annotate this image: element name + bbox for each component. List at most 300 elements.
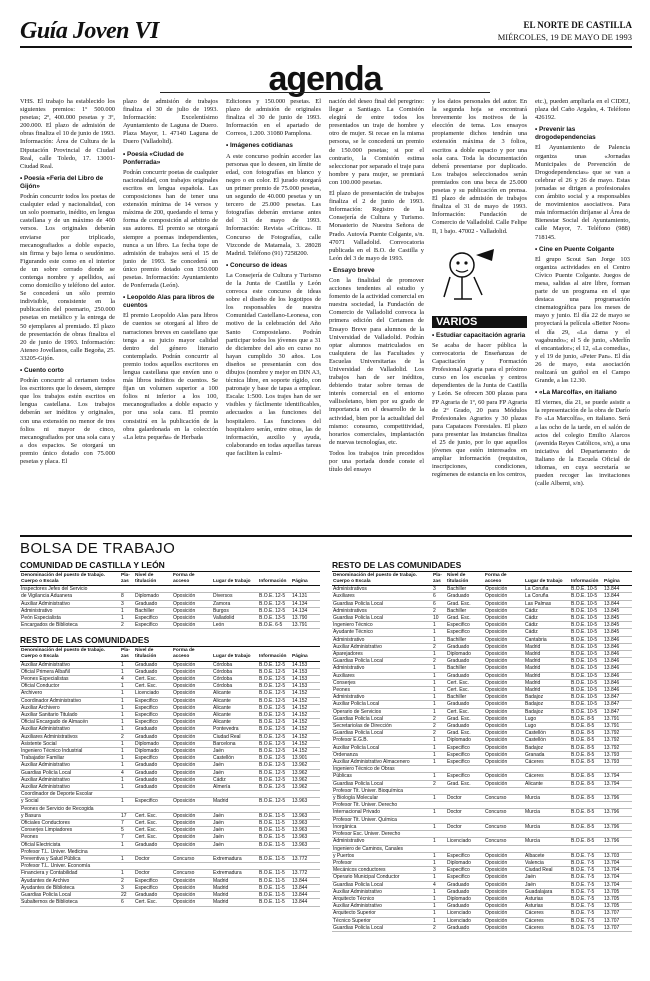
table-cell: Cádiz [524, 622, 570, 629]
table-cell: Administrativo [332, 665, 432, 672]
table-cell: Oposición [172, 676, 212, 683]
table-cell: B.O.E. 11-5 [258, 812, 291, 819]
table-row [332, 737, 632, 744]
table-cell [446, 766, 484, 773]
table-cell: Jaén [524, 874, 570, 881]
table-cell: Oposición [172, 622, 212, 629]
table-cell: 1 [120, 697, 134, 704]
table-cell: Conserjes [332, 679, 432, 686]
table-cell: 1 [432, 665, 446, 672]
table-row [20, 870, 320, 877]
table-cell: Jaén [212, 769, 258, 776]
table-cell: Ciudad Real [524, 867, 570, 874]
table-cell: 13.704 [603, 874, 632, 881]
table-cell: Madrid [212, 877, 258, 884]
table-cell [603, 831, 632, 838]
table-cell: Especifico [134, 704, 172, 711]
table-cell: Granada [524, 751, 570, 758]
table-cell: Aparejadores [332, 651, 432, 658]
table-cell: Auxiliar Administrativo [20, 661, 120, 668]
table-cell: 13.704 [603, 881, 632, 888]
table-row [332, 701, 632, 708]
table-cell: Jaén [212, 762, 258, 769]
table-cell: Extremadura [212, 856, 258, 863]
table-cell: 2 [432, 780, 446, 787]
table-cell: B.O.E. 7-5 [570, 917, 603, 924]
table-cell: Cádiz [524, 629, 570, 636]
table-cell: Especifico [446, 759, 484, 766]
table-cell: 1 [432, 679, 446, 686]
table-cell: B.O.E. 10-5 [570, 665, 603, 672]
column-header: Página [291, 647, 320, 661]
table-cell: Jaén [212, 834, 258, 841]
table-cell: B.O.E. 7-5 [570, 859, 603, 866]
table-cell: Badajoz [524, 701, 570, 708]
table-cell: B.O.E. 8-5 [570, 823, 603, 830]
table-row [20, 769, 320, 776]
column-header: Nivel de titulación [134, 572, 172, 586]
table-cell: 6 [432, 593, 446, 600]
column-header: Página [603, 572, 632, 586]
table-row [20, 748, 320, 755]
table-cell: León [212, 622, 258, 629]
table-cell: Administrativo [332, 694, 432, 701]
table-cell: 13.790 [291, 615, 320, 622]
table-cell: B.O.E. 8-5 [570, 751, 603, 758]
table-cell: 13.963 [291, 798, 320, 805]
table-cell: Graduado [134, 841, 172, 848]
table-cell: Especifico [134, 798, 172, 805]
table-cell: 13.962 [291, 776, 320, 783]
table-cell: Oposición [484, 715, 524, 722]
table-cell: 2 [432, 730, 446, 737]
table-row [332, 787, 632, 794]
table-row [20, 827, 320, 834]
table-cell: 1 [432, 636, 446, 643]
table-cell: Oposición [484, 780, 524, 787]
table-cell: Asturias [524, 903, 570, 910]
table-cell: Públicas [332, 773, 432, 780]
table-cell: 13.704 [603, 867, 632, 874]
table-row [20, 712, 320, 719]
table-cell: B.O.E. 8-5 [570, 730, 603, 737]
table-cell: 1 [432, 751, 446, 758]
table-row [20, 726, 320, 733]
table-cell: Auxiliar Administrativo [20, 776, 120, 783]
table-row [20, 719, 320, 726]
table-cell [291, 863, 320, 870]
job-table [20, 647, 320, 906]
table-cell: Archivero [20, 690, 120, 697]
column-header: Pla-zas [120, 647, 134, 661]
table-cell: Barcelona [212, 740, 258, 747]
table-cell: Oficiales Conductores [20, 820, 120, 827]
table-cell: Grad. Esc. [446, 615, 484, 622]
table-cell: Graduado [446, 593, 484, 600]
table-cell: B.O.E. 12-5 [258, 600, 291, 607]
table-cell: Especifico [134, 884, 172, 891]
table-cell: Guardias Policía Local [332, 924, 432, 931]
table-row [20, 740, 320, 747]
agenda-paragraph: y los datos personales del autor. En la segunda hoja se encontrará brevemente los motivos de la elección de tema. Los ensayos propiamente dichos tendrán una extensión máxima de 3 folios, escritos a doble espacio y por una sola cara. Toda la documentación deberá presentarse por duplicado. Los trabajos seleccionados serán premiados con una beca de 25.000 pesetas y su publicación en prensa. El plazo de admisión de trabajos finaliza el 31 de mayo de 1993. Información: Fundación de Comercio de Valladolid. Calle Felipe II, 1 bajo. 47002 - Valladolid. [432, 98, 527, 235]
table-cell: Graduado [134, 733, 172, 740]
column-header: Lugar de trabajo [524, 572, 570, 586]
table-cell: 1 [120, 683, 134, 690]
table-cell: Alicante [212, 712, 258, 719]
table-row [20, 841, 320, 848]
table-row [20, 607, 320, 614]
table-row [20, 856, 320, 863]
table-cell [258, 805, 291, 812]
table-cell: 4 [432, 881, 446, 888]
table-row [332, 773, 632, 780]
table-cell [603, 845, 632, 852]
table-cell: Diplomado [134, 748, 172, 755]
table-cell: B.O.E. 10-5 [570, 672, 603, 679]
table-cell: B.O.E. 12-5 [258, 784, 291, 791]
table-cell: Especifico [446, 622, 484, 629]
table-cell: B.O.E. 7-5 [570, 903, 603, 910]
table-cell: 13.844 [291, 892, 320, 899]
table-cell: Alicante [212, 704, 258, 711]
table-cell: Oposición [484, 924, 524, 931]
table-cell: 3 [432, 586, 446, 593]
table-cell [134, 848, 172, 855]
table-cell: Concurso [484, 838, 524, 845]
table-cell: Oficial Primera Albañil [20, 668, 120, 675]
table-row [20, 848, 320, 855]
table-cell: Bachiller [446, 665, 484, 672]
table-row [332, 694, 632, 701]
table-cell: 1 [120, 798, 134, 805]
table-cell: 1 [120, 704, 134, 711]
table-cell: Oposición [172, 820, 212, 827]
table-cell: 13.845 [603, 615, 632, 622]
table-cell [432, 802, 446, 809]
table-cell: B.O.E. 13-5 [258, 615, 291, 622]
table-cell: Oposición [484, 629, 524, 636]
table-cell: 6 [120, 899, 134, 906]
table-cell: 13.792 [603, 737, 632, 744]
table-cell: Oposición [484, 881, 524, 888]
table-cell: 13.707 [603, 917, 632, 924]
table-cell: Especifico [134, 622, 172, 629]
table-row [332, 795, 632, 802]
table-cell: 7 [120, 820, 134, 827]
table-cell: 2 [120, 877, 134, 884]
table-cell: Profesor Esc. Univer. Derecho [332, 831, 432, 838]
table-cell: Oposición [484, 852, 524, 859]
table-cell [212, 863, 258, 870]
table-cell: Concurso [484, 823, 524, 830]
table-cell: 2 [432, 715, 446, 722]
bolsa-left-column [20, 560, 320, 907]
table-cell: 10 [432, 615, 446, 622]
table-cell: 1 [432, 687, 446, 694]
table-cell: B.O.E. 11-5 [258, 820, 291, 827]
table-cell: 13.963 [291, 841, 320, 848]
table-row [20, 704, 320, 711]
table-cell [446, 802, 484, 809]
table-cell: 13.847 [603, 701, 632, 708]
table-cell: 13.847 [603, 708, 632, 715]
table-cell: B.O.E. 11-5 [258, 856, 291, 863]
table-cell: Cáceres [524, 924, 570, 931]
table-cell: Profesor T.L. Univer. Medicina [20, 848, 120, 855]
agenda-paragraph: El plazo de presentación de trabajos finaliza el 2 de junio de 1993. Información: Registro de la Consejería de Cultura y Turismo. Monasterio de Nuestra Señora de Prado. Autovía Puente Colgante, s/n. 47071 Valladolid. Convocatoria publicada en el B.O. de Castilla y León del 3 de mayo de 1993. [329, 190, 424, 262]
table-cell: B.O.E. 12-5 [258, 683, 291, 690]
table-cell: 4 [120, 769, 134, 776]
table-cell: Ingeniero Técnico de Obras [332, 766, 432, 773]
table-cell: B.O.E. 8-5 [570, 759, 603, 766]
table-cell: Cert. Esc. [134, 827, 172, 834]
table-cell: Oposición [172, 899, 212, 906]
table-cell: Oposición [484, 874, 524, 881]
table-cell: B.O.E. 12-5 [258, 676, 291, 683]
table-cell: Oposición [172, 668, 212, 675]
table-cell: Guadalajara [524, 888, 570, 895]
table-cell: Oposición [484, 910, 524, 917]
table-cell: Badajoz [524, 744, 570, 751]
table-cell: 1 [432, 874, 446, 881]
table-cell: Cert. Esc. [134, 899, 172, 906]
table-cell: 13.846 [603, 687, 632, 694]
table-section-title: COMUNIDAD DE CASTILLA Y LEÓN [20, 560, 320, 572]
table-cell: Albacete [524, 852, 570, 859]
table-cell: B.O.E. 7-5 [570, 874, 603, 881]
table-cell: Especifico [446, 852, 484, 859]
table-cell: Oposición [484, 751, 524, 758]
table-cell: Subalternos de Biblioteca [20, 899, 120, 906]
agenda-columns [20, 98, 632, 528]
column-header: Forma de acceso [172, 572, 212, 586]
table-row [20, 600, 320, 607]
table-cell: Cáceres [524, 917, 570, 924]
table-cell: Oposición [172, 683, 212, 690]
table-cell: Cádiz [524, 607, 570, 614]
table-cell: Madrid [524, 665, 570, 672]
table-cell: B.O.E. 12-5 [258, 712, 291, 719]
table-cell: Auxiliar Administrativo Almacenero [332, 759, 432, 766]
table-row [332, 643, 632, 650]
table-cell: 2 [432, 643, 446, 650]
table-cell [134, 863, 172, 870]
table-cell: B.O.E. 12-5 [258, 607, 291, 614]
table-cell [524, 787, 570, 794]
table-row [20, 586, 320, 593]
table-cell: Guardias Policía Local [332, 881, 432, 888]
table-row [332, 751, 632, 758]
table-cell: Jaén [212, 820, 258, 827]
table-row [20, 683, 320, 690]
table-cell: 1 [432, 672, 446, 679]
table-cell: Especifico [446, 867, 484, 874]
table-cell: Diplomado [446, 895, 484, 902]
table-cell: 1 [432, 622, 446, 629]
table-row [20, 668, 320, 675]
table-cell: Oposición [172, 877, 212, 884]
table-cell: Licenciado [446, 917, 484, 924]
table-cell: 1 [120, 856, 134, 863]
table-cell: Grad. Esc. [446, 730, 484, 737]
table-cell: Valencia [524, 859, 570, 866]
table-cell: Graduado [134, 661, 172, 668]
table-cell: Oposición [484, 651, 524, 658]
table-cell: Córdoba [212, 683, 258, 690]
table-cell: Diplomado [446, 737, 484, 744]
table-row [332, 672, 632, 679]
table-cell: Guardias Policía Local [332, 658, 432, 665]
table-row [332, 780, 632, 787]
table-cell [603, 802, 632, 809]
table-cell: de Vigilancia Aduanera [20, 593, 120, 600]
table-cell: Oposición [172, 834, 212, 841]
table-cell: Oposición [172, 748, 212, 755]
table-cell: Oposición [172, 892, 212, 899]
table-cell [484, 787, 524, 794]
table-cell: Cáceres [524, 759, 570, 766]
column-header: Nivel de titulación [134, 647, 172, 661]
table-cell: B.O.E. 10-5 [570, 679, 603, 686]
table-cell: B.O.E. 12-5 [258, 762, 291, 769]
table-section-title: RESTO DE LAS COMUNIDADES [20, 635, 320, 647]
table-row [332, 651, 632, 658]
table-cell: Burgos [212, 607, 258, 614]
table-cell: B.O.E. 8-5 [570, 723, 603, 730]
table-cell: 14.153 [291, 683, 320, 690]
table-cell: B.O.E. 12-5 [258, 704, 291, 711]
table-cell: B.O.E. 12-5 [258, 719, 291, 726]
table-cell: Profesor T.L. Univer. Economía [20, 863, 120, 870]
table-cell: 13.796 [603, 838, 632, 845]
table-cell: 2 [432, 924, 446, 931]
table-cell: Cantabria [524, 636, 570, 643]
column-header: Denominación del puesto de trabajo. Cuerpo o Escala [20, 572, 120, 586]
table-cell: 1 [120, 712, 134, 719]
table-cell: Jaén [212, 841, 258, 848]
table-cell: 13.963 [291, 827, 320, 834]
table-cell: 1 [432, 888, 446, 895]
table-cell: Madrid [212, 899, 258, 906]
table-row [332, 759, 632, 766]
table-cell: 1 [120, 719, 134, 726]
table-cell: Oposición [172, 827, 212, 834]
table-cell: Auxiliar Policía Local [332, 701, 432, 708]
table-row [332, 622, 632, 629]
table-cell: 13.705 [603, 895, 632, 902]
table-cell: 13.846 [603, 643, 632, 650]
table-row [332, 723, 632, 730]
table-cell: Profesor E.G.B. [332, 737, 432, 744]
table-cell [258, 791, 291, 798]
table-cell: B.O.E. 10-5 [570, 694, 603, 701]
table-cell: 1 [120, 784, 134, 791]
table-cell: Madrid [524, 672, 570, 679]
table-cell: Doctor [446, 795, 484, 802]
table-row [332, 816, 632, 823]
table-cell: Oposición [484, 701, 524, 708]
table-cell: Auxiliares Administrativos [20, 733, 120, 740]
table-cell: 13.962 [291, 769, 320, 776]
table-cell: Castellón [212, 755, 258, 762]
table-cell: 1 [432, 859, 446, 866]
table-cell: Cert. Esc. [446, 687, 484, 694]
table-cell [484, 831, 524, 838]
table-cell: 14.152 [291, 697, 320, 704]
table-cell: 13.846 [603, 658, 632, 665]
table-cell: Graduado [134, 600, 172, 607]
table-cell: 13.772 [291, 870, 320, 877]
agenda-subheading: • Cine en Puente Colgante [535, 245, 615, 253]
bolsa-section [20, 535, 632, 557]
table-cell: Graduado [134, 784, 172, 791]
table-cell: La Coruña [524, 586, 570, 593]
table-row [332, 867, 632, 874]
table-cell [120, 863, 134, 870]
table-cell: Oposición [484, 622, 524, 629]
table-cell: Oposición [484, 867, 524, 874]
agenda-column [226, 98, 321, 528]
table-cell: Oposición [484, 694, 524, 701]
table-cell: Oposición [484, 759, 524, 766]
table-cell: Auxiliar Policía Local [332, 744, 432, 751]
agenda-paragraph: El viernes, día 21, se puede asistir a la representación de la obra de Darío Fo «La Marcolfa», en italiano. Será a las ocho de la tarde, en el salón de actos del colegio Emilio Alarcos (avenida Reyes Católicos, s/n), a una iniciativa del Departamento de Italiano de la Escuela Oficial de idiomas, en cuya secretaría se pueden recoger las invitaciones (calle Alberni, s/n). [535, 399, 630, 488]
table-cell: 13.791 [291, 622, 320, 629]
table-cell: 13.844 [291, 877, 320, 884]
table-cell: Arquitecto Técnico [332, 895, 432, 902]
table-cell: Madrid [524, 679, 570, 686]
table-cell: B.O.E. 6-5 [258, 622, 291, 629]
table-cell: Auxiliar Archivero [20, 704, 120, 711]
table-row [332, 895, 632, 902]
table-cell: Oposición [172, 615, 212, 622]
table-cell: 1 [432, 910, 446, 917]
table-cell [446, 787, 484, 794]
table-cell: B.O.E. 8-5 [570, 795, 603, 802]
table-cell: Oposición [484, 708, 524, 715]
table-cell: Operario de Servicios [332, 708, 432, 715]
table-cell: 13.794 [603, 773, 632, 780]
table-row [20, 798, 320, 805]
table-cell: Zamora [212, 600, 258, 607]
table-cell: Inorgánica [332, 823, 432, 830]
table-cell: B.O.E. 12-5 [258, 748, 291, 755]
table-cell [484, 816, 524, 823]
table-cell: 13.793 [603, 751, 632, 758]
table-cell: Especifico [134, 755, 172, 762]
table-cell: 13.793 [603, 759, 632, 766]
table-cell: 3 [120, 884, 134, 891]
table-cell: B.O.E. 10-5 [570, 643, 603, 650]
table-cell: 14.131 [291, 593, 320, 600]
table-cell: Oposición [484, 643, 524, 650]
table-cell: Auxiliar Administrativo [20, 726, 120, 733]
table-cell: Cert. Esc. [134, 834, 172, 841]
agenda-title: agenda [268, 60, 382, 98]
table-cell: Oposición [172, 593, 212, 600]
table-cell: 1 [120, 607, 134, 614]
table-cell: B.O.E. 12-5 [258, 776, 291, 783]
agenda-rule [160, 92, 490, 93]
table-cell: 1 [432, 759, 446, 766]
table-cell: Cert. Esc. [134, 683, 172, 690]
table-cell: Graduado [446, 723, 484, 730]
table-cell: B.O.E. 12-5 [258, 593, 291, 600]
table-cell: Ayudante Técnico [332, 629, 432, 636]
table-cell: 13.844 [603, 593, 632, 600]
table-cell: Auxiliar Administrativo [332, 643, 432, 650]
table-cell: 13.791 [603, 715, 632, 722]
